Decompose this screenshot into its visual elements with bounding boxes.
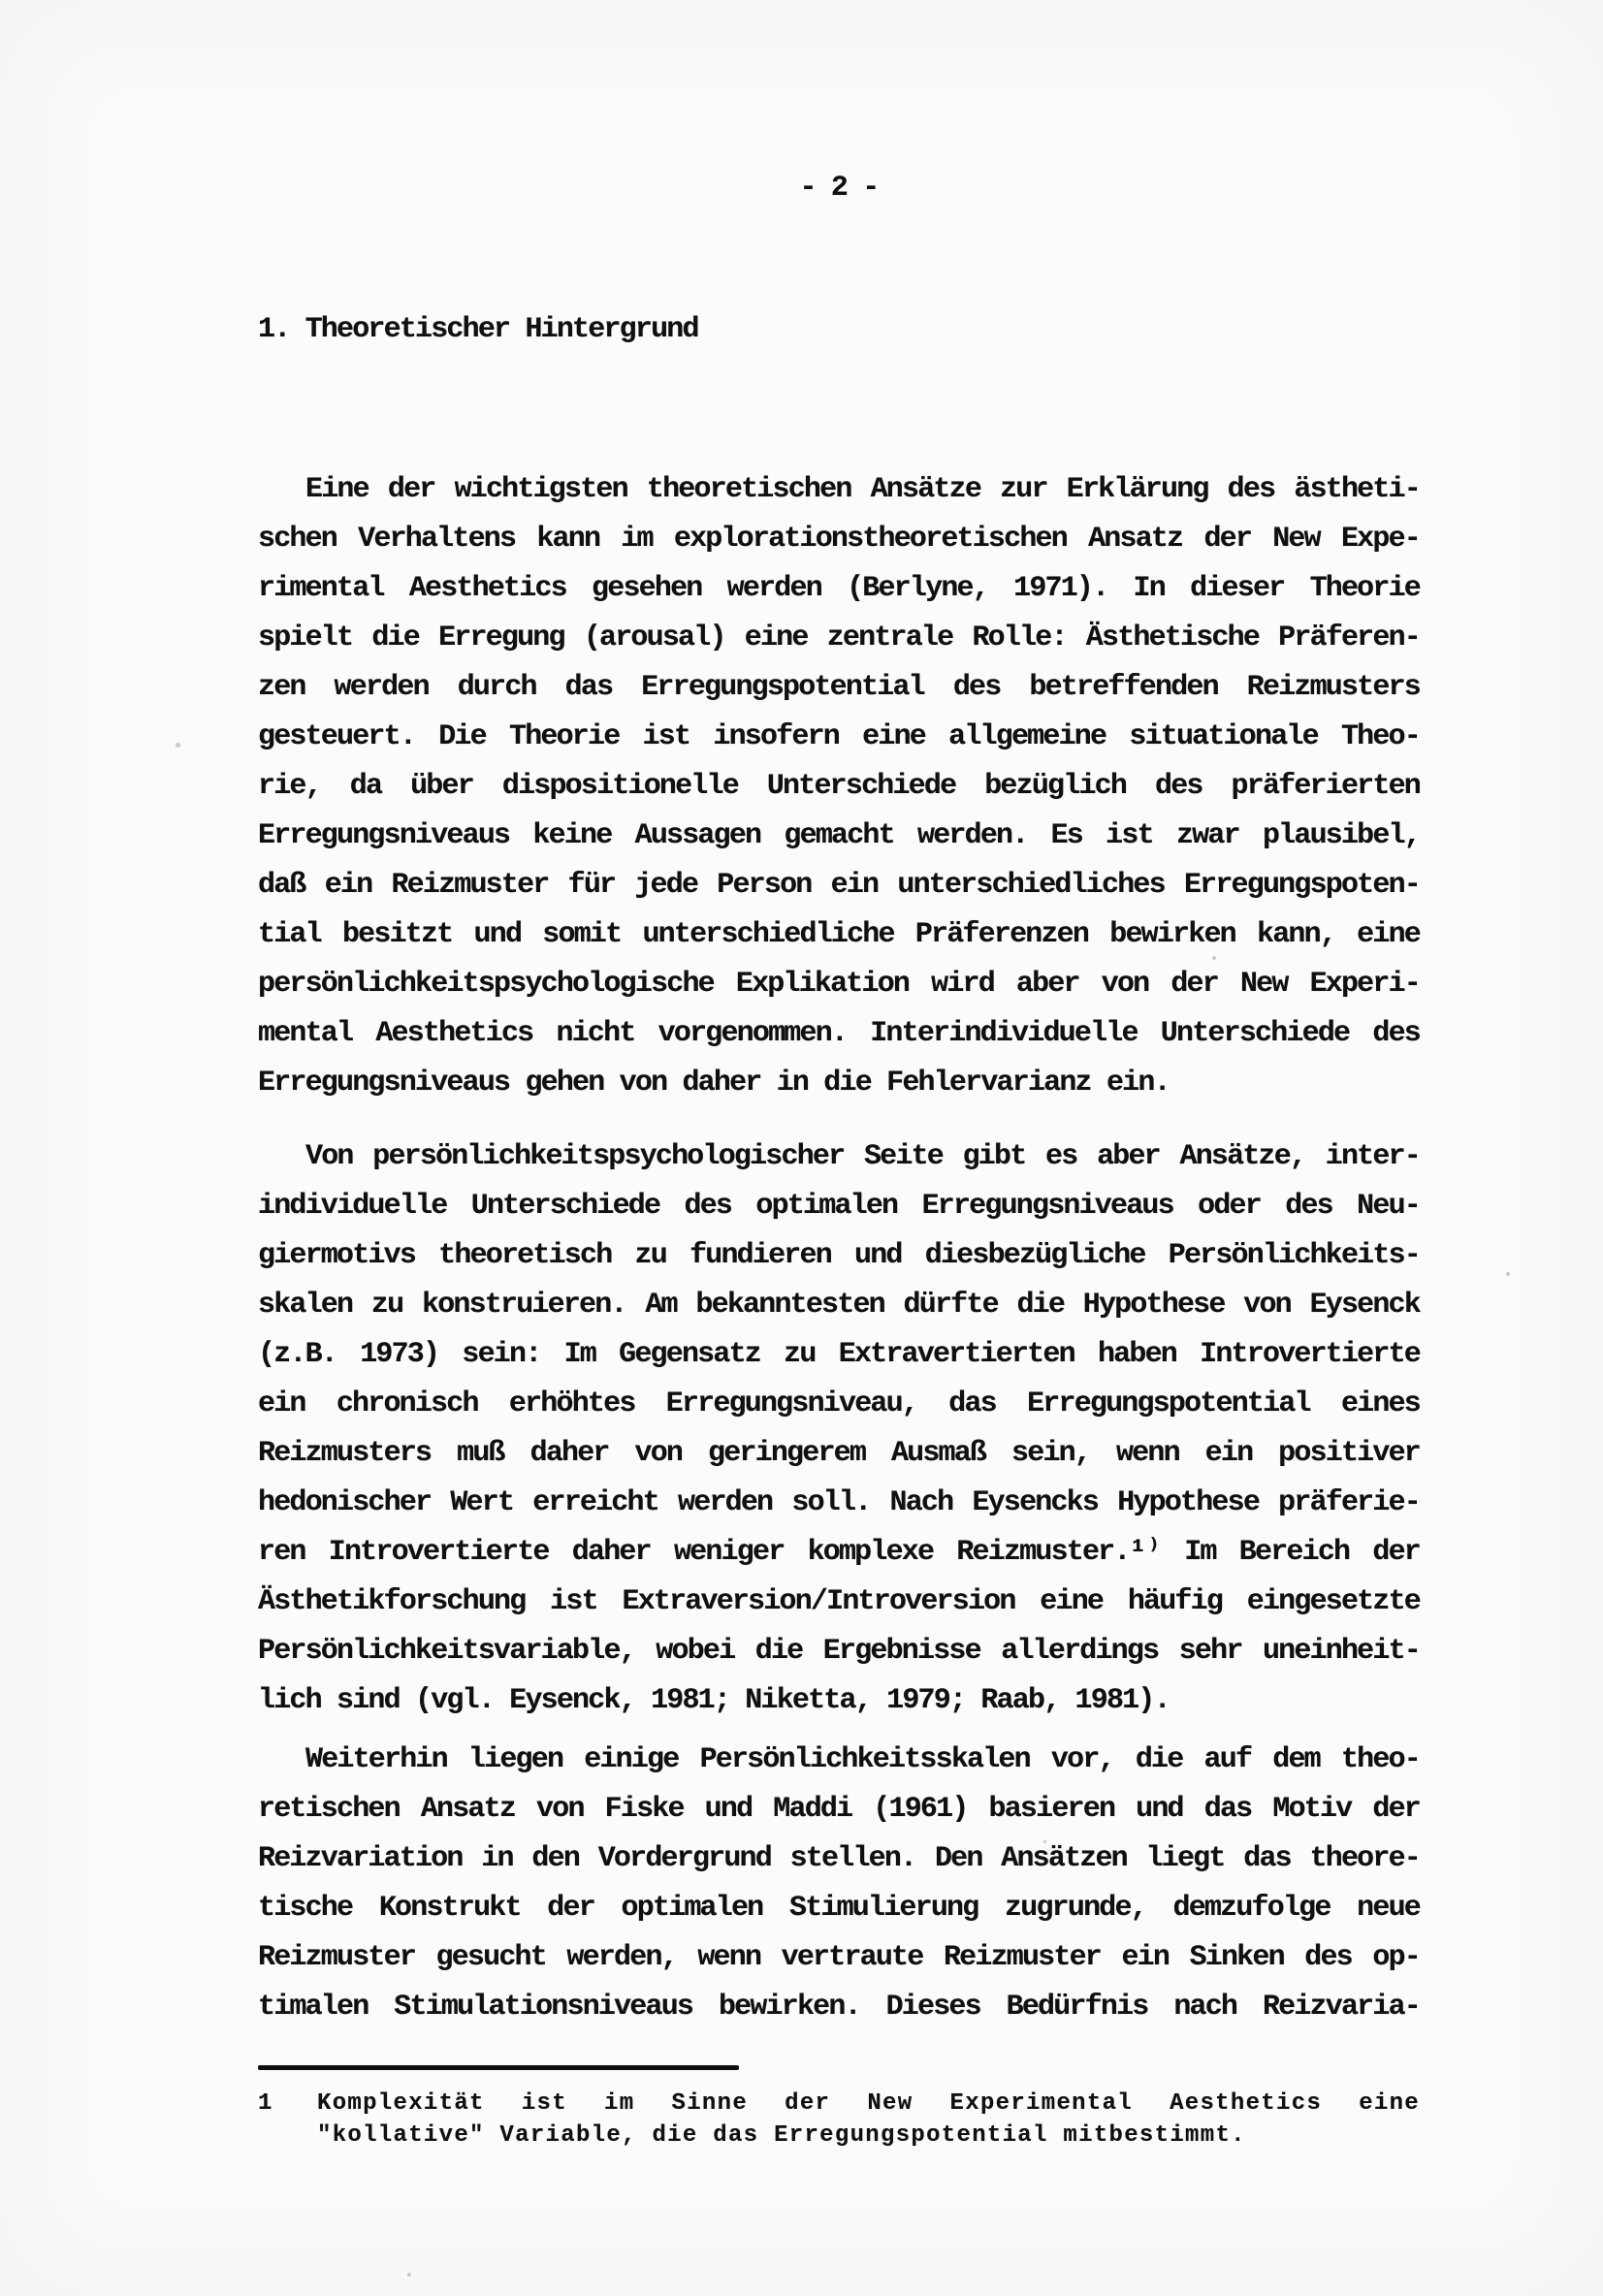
paragraph (258, 1132, 1420, 1726)
text-line: retischen Ansatz von Fiske und Maddi (1961) basieren und das Motiv der (258, 1793, 1420, 1826)
scan-speck (176, 743, 180, 748)
text-line: lich sind (vgl. Eysenck, 1981; Niketta, 1979; Raab, 1981). (258, 1684, 1170, 1717)
scan-speck (1043, 1840, 1046, 1843)
text-line: ren Introvertierte daher weniger komplexe Reizmuster.¹⁾ Im Bereich der (258, 1536, 1420, 1569)
text-line: Reizmuster gesucht werden, wenn vertraute Reizmuster ein Sinken des op- (258, 1941, 1420, 1974)
scan-speck (1506, 1272, 1510, 1276)
text-line: Reizvariation in den Vordergrund stellen. Den Ansätzen liegt das theore- (258, 1842, 1420, 1875)
text-line: Weiterhin liegen einige Persönlichkeitsskalen vor, die auf dem theo- (305, 1743, 1420, 1776)
text-line: zen werden durch das Erregungspotential des betreffenden Reizmusters (258, 671, 1420, 704)
footnote (258, 2088, 1420, 2152)
section-heading: 1. Theoretischer Hintergrund (258, 313, 698, 346)
scan-speck (407, 2273, 411, 2277)
text-line: spielt die Erregung (arousal) eine zentrale Rolle: Ästhetische Präferen- (258, 622, 1420, 654)
text-line: gesteuert. Die Theorie ist insofern eine allgemeine situationale Theo- (258, 720, 1420, 753)
text-line: (z.B. 1973) sein: Im Gegensatz zu Extravertierten haben Introvertierte (258, 1338, 1420, 1371)
text-line: daß ein Reizmuster für jede Person ein unterschiedliches Erregungspoten- (258, 869, 1420, 902)
text-line: hedonischer Wert erreicht werden soll. Nach Eysencks Hypothese präferie- (258, 1486, 1420, 1519)
text-line: mental Aesthetics nicht vorgenommen. Interindividuelle Unterschiede des (258, 1017, 1420, 1050)
text-line: Ästhetikforschung ist Extraversion/Introversion eine häufig eingesetzte (258, 1585, 1420, 1618)
text-line: rie, da über dispositionelle Unterschiede bezüglich des präferierten (258, 770, 1420, 803)
footnote-line: Komplexität ist im Sinne der New Experimental Aesthetics eine (317, 2090, 1420, 2117)
text-line: Erregungsniveaus keine Aussagen gemacht werden. Es ist zwar plausibel, (258, 819, 1420, 852)
text-line: tial besitzt und somit unterschiedliche Präferenzen bewirken kann, eine (258, 918, 1420, 951)
text-line: Erregungsniveaus gehen von daher in die Fehlervarianz ein. (258, 1067, 1170, 1100)
scan-speck (1212, 956, 1216, 960)
text-line: schen Verhaltens kann im explorationstheoretischen Ansatz der New Expe- (258, 523, 1420, 556)
paragraph (258, 1736, 1420, 2032)
text-line: Von persönlichkeitspsychologischer Seite gibt es aber Ansätze, inter- (305, 1140, 1420, 1173)
text-line: skalen zu konstruieren. Am bekanntesten dürfte die Hypothese von Eysenck (258, 1289, 1420, 1322)
page-number: - 2 - (799, 172, 879, 205)
text-line: tische Konstrukt der optimalen Stimulierung zugrunde, demzufolge neue (258, 1892, 1420, 1925)
footnote-marker: 1 (258, 2090, 273, 2117)
text-line: timalen Stimulationsniveaus bewirken. Dieses Bedürfnis nach Reizvaria- (258, 1991, 1420, 2024)
text-line: persönlichkeitspsychologische Explikation wird aber von der New Experi- (258, 968, 1420, 1001)
text-line: rimental Aesthetics gesehen werden (Berlyne, 1971). In dieser Theorie (258, 572, 1420, 605)
text-line: Reizmusters muß daher von geringerem Ausmaß sein, wenn ein positiver (258, 1437, 1420, 1470)
text-line: giermotivs theoretisch zu fundieren und diesbezügliche Persönlichkeits- (258, 1239, 1420, 1272)
footnote-line: "kollative" Variable, die das Erregungspotential mitbestimmt. (317, 2122, 1246, 2149)
text-line: Eine der wichtigsten theoretischen Ansätze zur Erklärung des ästheti- (305, 473, 1420, 506)
footnote-rule (258, 2065, 739, 2070)
text-line: ein chronisch erhöhtes Erregungsniveau, das Erregungspotential eines (258, 1387, 1420, 1420)
paragraph (258, 465, 1420, 1108)
text-line: Persönlichkeitsvariable, wobei die Ergebnisse allerdings sehr uneinheit- (258, 1635, 1420, 1668)
text-line: individuelle Unterschiede des optimalen Erregungsniveaus oder des Neu- (258, 1190, 1420, 1223)
